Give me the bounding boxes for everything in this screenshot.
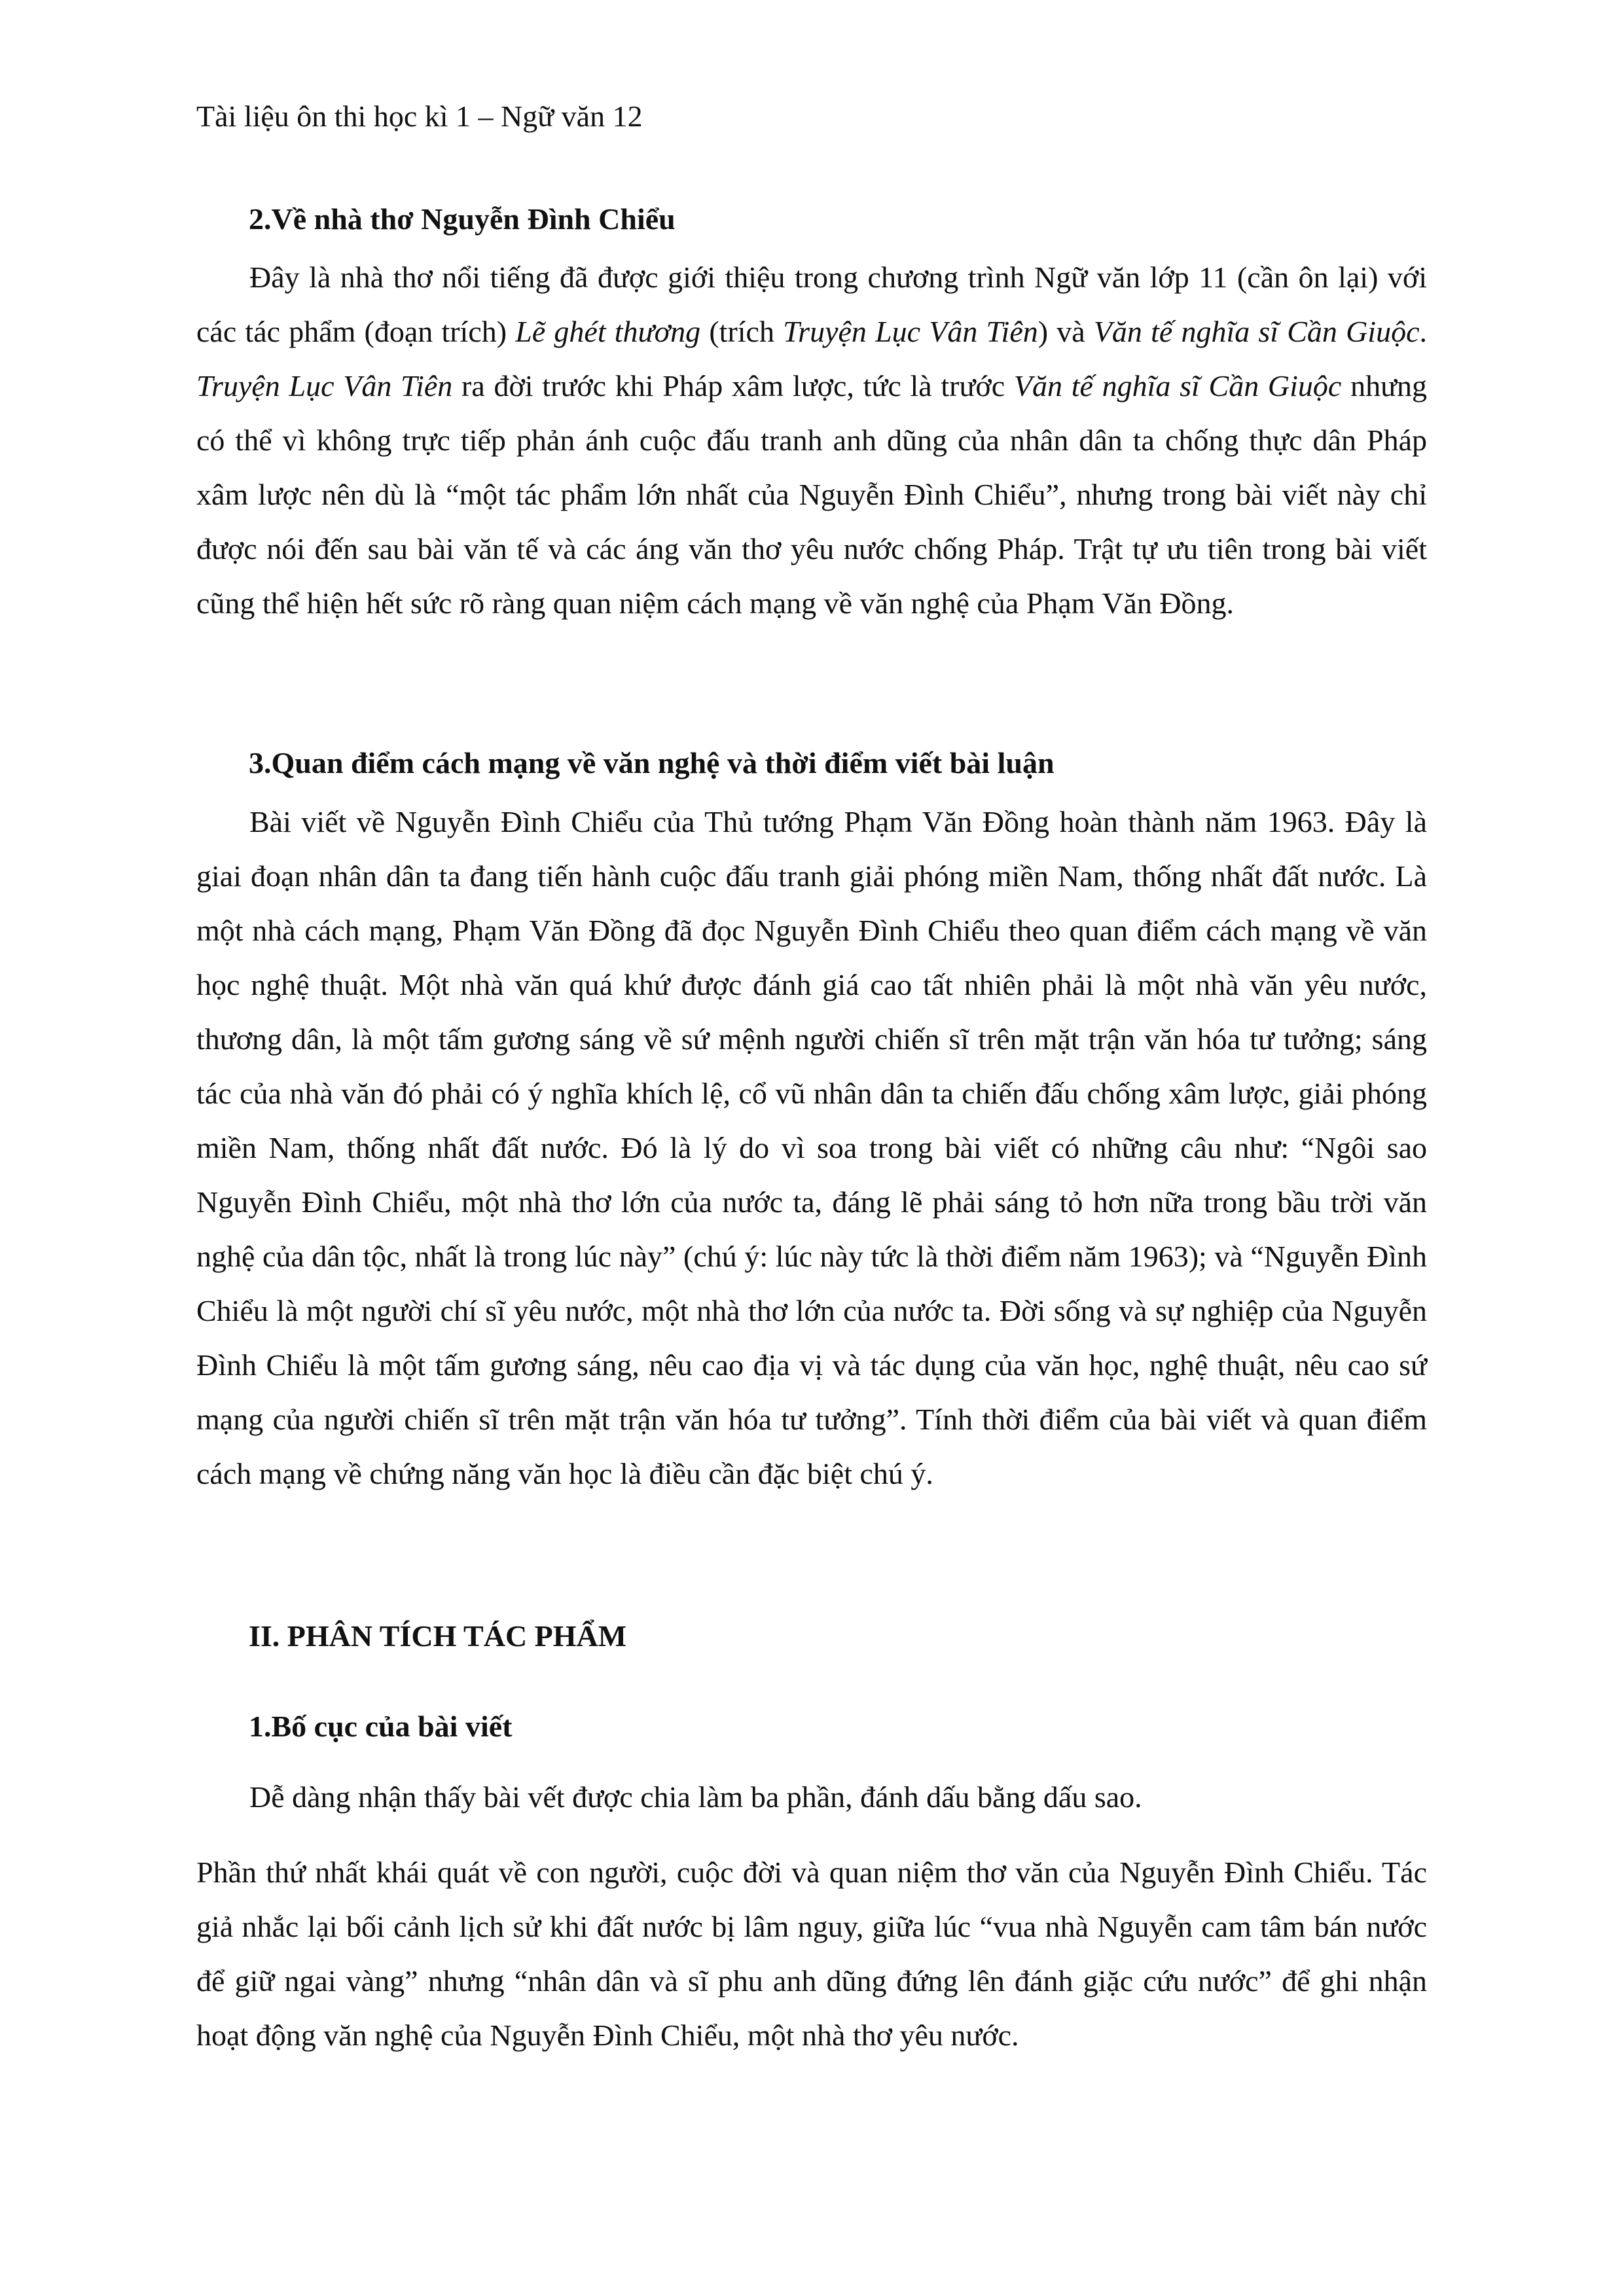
text-run: Dễ dàng nhận thấy bài vết được chia làm ba phần, đánh dấu bằng dấu sao. [249,1780,1142,1814]
text-run: ) và [1038,315,1094,348]
text-run: . [1419,315,1427,348]
text-run: (trích [700,315,784,348]
section-number: 2. [249,202,272,236]
section-number: 1. [249,1710,272,1743]
section-heading-3 [249,744,1055,783]
subsection-1-paragraph: Phần thứ nhất khái quát về con người, cuộc đời và quan niệm thơ văn của Nguyễn Đình Chiểu. Tác giả nhắc lại bối cảnh lịch sử khi đất nước bị lâm nguy, giữa lúc “vua nhà Nguyễn cam tâm bán nước để giữ ngai vàng” nhưng “nhân dân và sĩ phu anh dũng đứng lên đánh giặc cứu nước” để ghi nhận hoạt động văn nghệ của Nguyễn Đình Chiểu, một nhà thơ yêu nước. [196,1856,1427,2052]
italic-title: Văn tế nghĩa sĩ Cần Giuộc [1013,369,1342,403]
section-heading-2 [249,200,676,239]
text-run: ra đời trước khi Pháp xâm lược, tức là trước [452,369,1014,403]
subsection-1-intro-line [249,1778,1142,1817]
section-number: 3. [249,746,272,780]
header-title: Tài liệu ôn thi học kì 1 – Ngữ văn 12 [196,99,643,133]
section-title: Bố cục của bài viết [271,1710,513,1743]
italic-title: Lẽ ghét thương [515,315,701,348]
italic-title: Văn tế nghĩa sĩ Cần Giuộc [1093,315,1420,348]
part-heading [249,1617,626,1656]
text-run: nhưng có thể vì không trực tiếp phản ánh cuộc đấu tranh anh dũng của nhân dân ta chống thực dân Pháp xâm lược nên dù là “một tác phẩm lớn nhất của Nguyễn Đình Chiểu”, nhưng trong bài viết này chỉ được nói đến sau bài văn tế và các áng văn thơ yêu nước chống Pháp. Trật tự ưu tiên trong bài viết cũng thể hiện hết sức rõ ràng quan niệm cách mạng về văn nghệ của Phạm Văn Đồng. [196,369,1427,620]
text-run: Đây là nhà thơ nổi tiếng đã được giới thiệu trong chương trình Ngữ văn lớp 11 (cần ôn lại) với các tác phẩm (đoạn trích) [196,260,1427,348]
section-3-paragraph: Bài viết về Nguyễn Đình Chiểu của Thủ tướng Phạm Văn Đồng hoàn thành năm 1963. Đây là giai đoạn nhân dân ta đang tiến hành cuộc đấu tranh giải phóng miền Nam, thống nhất đất nước. Là một nhà cách mạng, Phạm Văn Đồng đã đọc Nguyễn Đình Chiểu theo quan điểm cách mạng về văn học nghệ thuật. Một nhà văn quá khứ được đánh giá cao tất nhiên phải là một nhà văn yêu nước, thương dân, là một tấm gương sáng về sứ mệnh người chiến sĩ trên mặt trận văn hóa tư tưởng; sáng tác của nhà văn đó phải có ý nghĩa khích lệ, cổ vũ nhân dân ta chiến đấu chống xâm lược, giải phóng miền Nam, thống nhất đất nước. Đó là lý do vì soa trong bài viết có những câu như: “Ngôi sao Nguyễn Đình Chiểu, một nhà thơ lớn của nước ta, đáng lẽ phải sáng tỏ hơn nữa trong bầu trời văn nghệ của dân tộc, nhất là trong lúc này” (chú ý: lúc này tức là thời điểm năm 1963); và “Nguyễn Đình Chiểu là một người chí sĩ yêu nước, một nhà thơ lớn của nước ta. Đời sống và sự nghiệp của Nguyễn Đình Chiểu là một tấm gương sáng, nêu cao địa vị và tác dụng của văn học, nghệ thuật, nêu cao sứ mạng của người chiến sĩ trên mặt trận văn hóa tư tưởng”. Tính thời điểm của bài viết và quan điểm cách mạng về chứng năng văn học là điều cần đặc biệt chú ý. [196,805,1427,1490]
section-title: Quan điểm cách mạng về văn nghệ và thời điểm viết bài luận [271,746,1055,780]
italic-title: Truyện Lục Vân Tiên [783,315,1038,348]
subsection-heading-1 [249,1707,512,1746]
italic-title: Truyện Lục Vân Tiên [196,369,453,403]
part-title: II. PHÂN TÍCH TÁC PHẨM [249,1619,627,1653]
section-title: Về nhà thơ Nguyễn Đình Chiểu [271,202,676,236]
page-header [196,97,643,136]
section-2-paragraph [196,250,1427,630]
